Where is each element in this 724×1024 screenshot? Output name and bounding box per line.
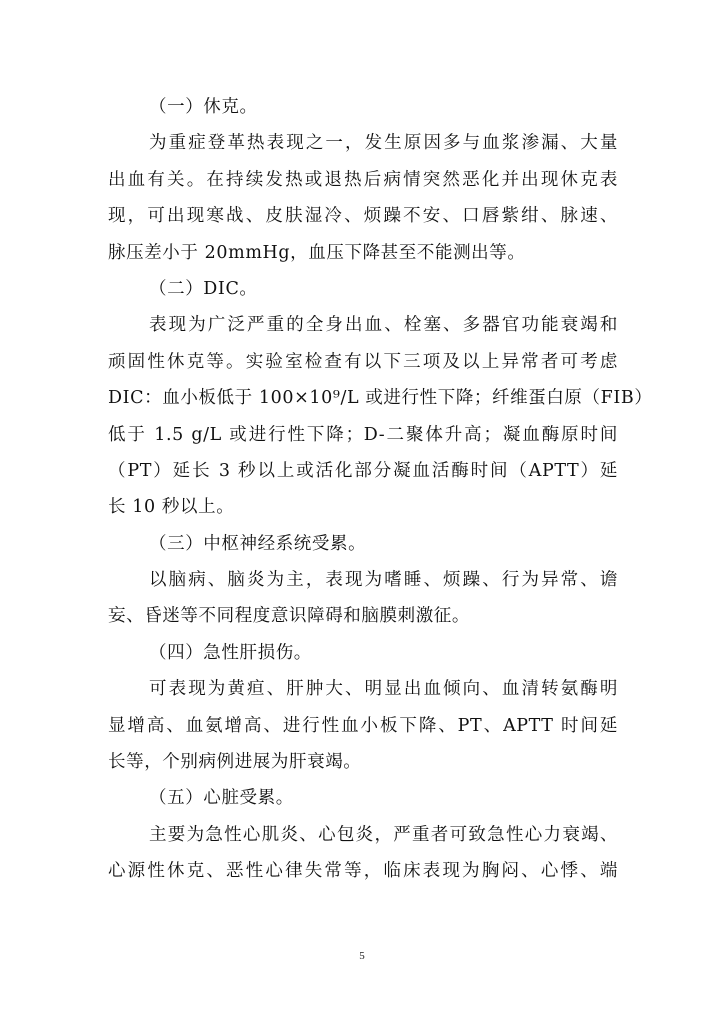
paragraph-line: 可表现为黄疸、肝肿大、明显出血倾向、血清转氨酶明 bbox=[149, 679, 618, 700]
paragraph-line: 表现为广泛严重的全身出血、栓塞、多器官功能衰竭和 bbox=[149, 315, 618, 336]
paragraph-line: 妄、昏迷等不同程度意识障碍和脑膜刺激征。 bbox=[108, 606, 470, 627]
paragraph-line: 出血有关。在持续发热或退热后病情突然恶化并出现休克表 bbox=[108, 169, 618, 190]
paragraph-line: 为重症登革热表现之一，发生原因多与血浆渗漏、大量 bbox=[149, 133, 618, 154]
section-heading-liver: （四）急性肝损伤。 bbox=[149, 642, 312, 663]
paragraph-line: 低于 1.5 g/L 或进行性下降；D-二聚体升高；凝血酶原时间 bbox=[108, 424, 618, 445]
section-heading-dic: （二）DIC。 bbox=[149, 278, 258, 299]
paragraph-line: 现，可出现寒战、皮肤湿冷、烦躁不安、口唇紫绀、脉速、 bbox=[108, 206, 618, 227]
page-number: 5 bbox=[359, 950, 365, 962]
section-heading-heart: （五）心脏受累。 bbox=[149, 788, 294, 809]
paragraph-line: 长等，个别病例进展为肝衰竭。 bbox=[108, 752, 362, 773]
section-heading-cns: （三）中枢神经系统受累。 bbox=[149, 533, 367, 554]
paragraph-line: （PT）延长 3 秒以上或活化部分凝血活酶时间（APTT）延 bbox=[108, 460, 618, 481]
paragraph-line: 主要为急性心肌炎、心包炎，严重者可致急性心力衰竭、 bbox=[149, 824, 618, 845]
paragraph-line: 脉压差小于 20mmHg，血压下降甚至不能测出等。 bbox=[108, 242, 526, 263]
section-heading-shock: （一）休克。 bbox=[149, 97, 258, 117]
paragraph-line: 以脑病、脑炎为主，表现为嗜睡、烦躁、行为异常、谵 bbox=[149, 570, 618, 591]
paragraph-line: 长 10 秒以上。 bbox=[108, 497, 235, 518]
paragraph-line: 心源性休克、恶性心律失常等，临床表现为胸闷、心悸、端 bbox=[108, 861, 618, 882]
document-body bbox=[108, 89, 653, 890]
paragraph-line: 顽固性休克等。实验室检查有以下三项及以上异常者可考虑 bbox=[108, 351, 618, 372]
paragraph-line: 显增高、血氨增高、进行性血小板下降、PT、APTT 时间延 bbox=[108, 715, 618, 736]
paragraph-line: DIC：血小板低于 100×10⁹/L 或进行性下降；纤维蛋白原（FIB） bbox=[108, 388, 653, 409]
